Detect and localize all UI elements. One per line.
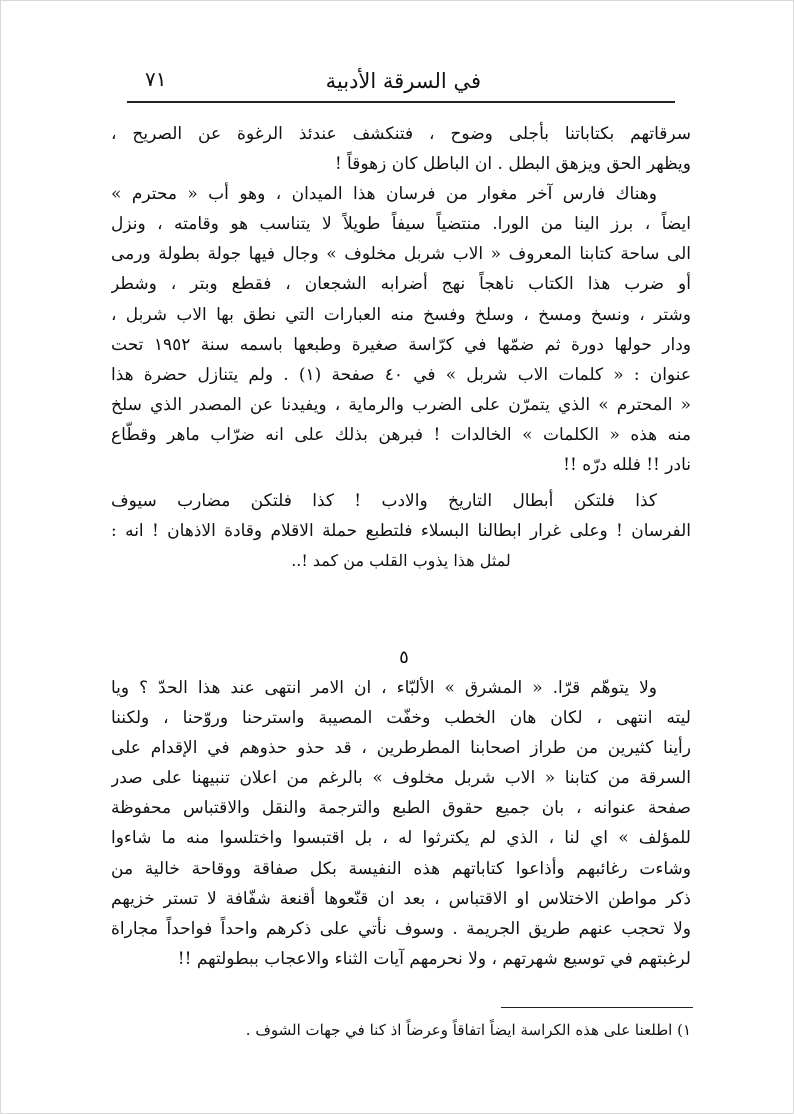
text-line: سرقاتهم بكتاباتنا بأجلى وضوح ، فتنكشف عندئذ الرغوة عن الصريح ،	[111, 124, 691, 144]
text-line: وشتر ، ونسخ ومسخ ، وسلخ وفسخ منه العبارات التي نطق بها الاب شربل ،	[111, 304, 691, 325]
text-line: رأينا كثيرين من طراز اصحابنا المطرطرين ، قد حذو حذوهم في الإقدام على	[111, 738, 691, 759]
text-line: ليته انتهى ، لكان هان الخطب وخفّت المصيبة واسترحنا وروّحنا ، ولكننا	[111, 708, 691, 729]
text-line: وهناك فارس آخر مغوار من فرسان هذا الميدان ، وهو أب « محترم »	[111, 184, 657, 205]
text-line: أو ضرب هذا الكتاب ناهجاً نهج أضرابه الشجعان ، فقطع وبتر ، وشطر	[111, 274, 691, 295]
text-line: ويظهر الحق ويزهق البطل . ان الباطل كان زهوقاً !	[334, 154, 691, 175]
text-line: صفحة عنوانه ، بان جميع حقوق الطبع والترجمة والنقل والاقتباس محفوظة	[111, 798, 691, 819]
page-header	[131, 63, 671, 99]
body-text-section-2	[111, 673, 691, 974]
footnote: ١) اطلعنا على هذه الكراسة ايضاً اتفاقاً وعرضاً اذ كنا في جهات الشوف .	[245, 1021, 691, 1039]
section-separator: ٥	[399, 647, 409, 668]
text-line: ذكر مواطن الاختلاس او الاقتباس ، بعد ان قنّعوها أقنعة شفّافة لا تستر خزيهم	[111, 888, 691, 909]
text-line: نادر !! فلله درّه !!	[563, 455, 691, 476]
text-line: عنوان : « كلمات الاب شربل » في ٤٠ صفحة (١) . ولم يتنازل حضرة هذا	[111, 364, 691, 385]
text-line: ودار حولها دورة ثم ضمّها في كرّاسة صغيرة وطبعها باسمه سنة ١٩٥٢ تحت	[111, 334, 691, 355]
text-line: للمؤلف » اي لنا ، الذي لم يكترثوا له ، بل اقتبسوا واختلسوا منه ما شاءوا	[111, 828, 691, 849]
text-line: السرقة من كتابنا « الاب شربل مخلوف » بالرغم من اعلان تنبيهنا على صدر	[111, 768, 691, 789]
text-line: ايضاً ، برز الينا من الورا. منتضياً سيفاً طويلاً لا يتناسب هو وقامته ، ونزل	[111, 214, 691, 235]
text-line: الفرسان ! وعلى غرار ابطالنا البسلاء فلتطبع حملة الاقلام وقادة الاذهان ! انه :	[111, 521, 691, 542]
header-rule	[127, 101, 675, 103]
text-line: وشاءت رغائبهم وأذاعوا كتاباتهم هذه النفيسة بكل صفاقة ووقاحة خالية من	[111, 858, 691, 879]
text-line: ولا يتوهّم قرّا. « المشرق » الألبّاء ، ان الامر انتهى عند هذا الحدّ ؟ ويا	[111, 678, 657, 698]
text-line: كذا فلتكن أبطال التاريخ والادب ! كذا فلتكن مضارب سيوف	[111, 491, 657, 512]
text-line: منه هذه « الكلمات » الخالدات ! فبرهن بذلك على انه ضرّاب ماهر وقطّاع	[111, 424, 691, 445]
text-line: الى ساحة كتابنا المعروف « الاب شربل مخلوف » وجال فيها جولة بطولة ورمى	[111, 244, 691, 265]
text-line: « المحترم » الذي يتمرّن على الضرب والرماية ، ويفيدنا عن المصدر الذي سلخ	[111, 394, 691, 415]
text-line: ولا تحجب عنهم طريق الجريمة . وسوف نأتي على ذكرهم واحداً فواحداً مجاراة	[111, 918, 691, 939]
quoted-verse: لمثل هذا يذوب القلب من كمد !..	[291, 551, 511, 571]
text-line: لرغبتهم في توسيع شهرتهم ، ولا نحرمهم آيات الثناء والاعجاب ببطولتهم !!	[177, 948, 691, 969]
body-text-section-1	[111, 119, 691, 576]
footnote-rule	[501, 1007, 693, 1008]
page-number: ٧١	[145, 67, 167, 91]
running-title: في السرقة الأدبية	[325, 69, 481, 93]
